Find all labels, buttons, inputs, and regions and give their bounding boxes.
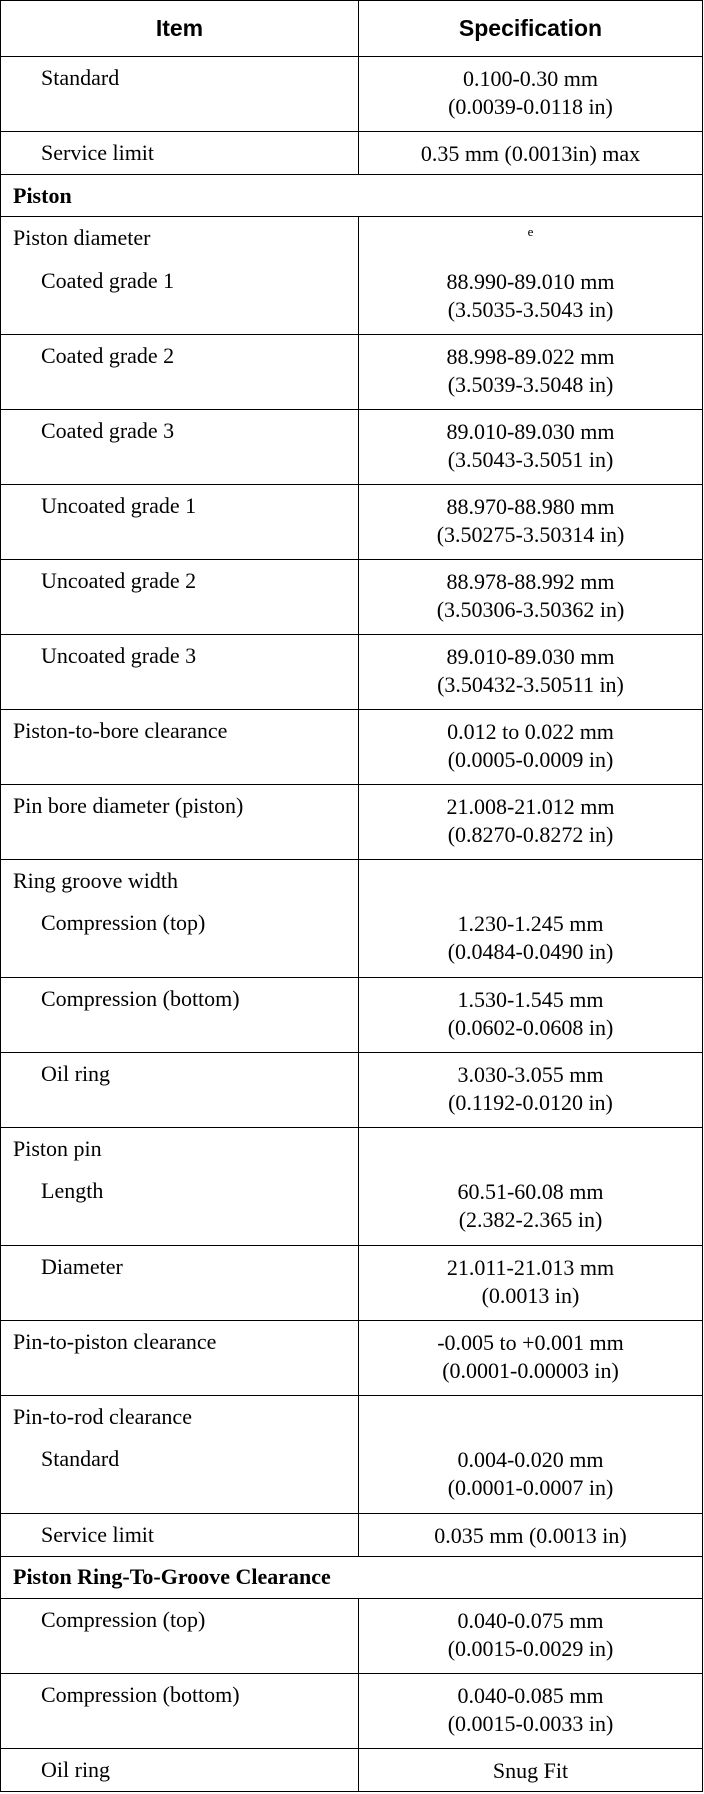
spec-metric: 0.35 mm (0.0013in) max: [420, 140, 641, 166]
spec-imperial: (0.0602-0.0608 in): [447, 1014, 614, 1040]
item-cell: Length: [1, 1170, 359, 1245]
section-row: [1, 175, 703, 217]
table-row: [1, 1513, 703, 1556]
table-row: [1, 902, 703, 977]
table-row: [1, 131, 703, 174]
spec-imperial: (0.0484-0.0490 in): [447, 939, 614, 965]
spec-cell: [359, 1127, 703, 1170]
spec-metric: Snug Fit: [492, 1757, 569, 1783]
spec-cell: [359, 57, 703, 132]
spec-cell: [359, 410, 703, 485]
spec-cell: [359, 1673, 703, 1748]
item-cell: Coated grade 2: [1, 335, 359, 410]
spec-metric: 60.51-60.08 mm: [457, 1179, 604, 1205]
table-row: [1, 977, 703, 1052]
table-row: [1, 1673, 703, 1748]
item-cell: Coated grade 1: [1, 260, 359, 335]
item-cell: Diameter: [1, 1245, 359, 1320]
spec-metric: 88.998-89.022 mm: [446, 344, 615, 370]
spec-metric: 1.230-1.245 mm: [457, 911, 604, 937]
table-row: [1, 260, 703, 335]
spec-cell: [359, 1170, 703, 1245]
spec-metric: 88.978-88.992 mm: [446, 568, 615, 594]
item-cell: Pin bore diameter (piston): [1, 784, 359, 859]
spec-cell: [359, 217, 703, 260]
item-cell: Ring groove width: [1, 859, 359, 902]
spec-metric: 89.010-89.030 mm: [446, 643, 615, 669]
spec-metric: 3.030-3.055 mm: [457, 1061, 604, 1087]
item-cell: Uncoated grade 1: [1, 485, 359, 560]
spec-metric: 21.008-21.012 mm: [446, 793, 615, 819]
table-row: [1, 217, 703, 260]
item-cell: Compression (top): [1, 902, 359, 977]
spec-imperial: (3.5039-3.5048 in): [447, 372, 614, 398]
spec-imperial: (3.50432-3.50511 in): [437, 671, 624, 697]
spec-imperial: (0.0039-0.0118 in): [448, 94, 613, 119]
table-row: [1, 784, 703, 859]
spec-cell: [359, 559, 703, 634]
spec-cell: [359, 1320, 703, 1395]
spec-cell: [359, 1052, 703, 1127]
spec-metric: 88.970-88.980 mm: [446, 494, 615, 520]
spec-metric: 0.040-0.075 mm: [457, 1607, 604, 1633]
spec-metric: 1.530-1.545 mm: [457, 986, 604, 1012]
item-cell: Service limit: [1, 131, 359, 174]
table-row: [1, 1320, 703, 1395]
spec-imperial: (3.50306-3.50362 in): [436, 596, 625, 622]
item-cell: Coated grade 3: [1, 410, 359, 485]
spec-mark: e: [527, 224, 534, 240]
item-cell: Compression (bottom): [1, 977, 359, 1052]
section-row: [1, 1556, 703, 1598]
item-cell: Uncoated grade 3: [1, 634, 359, 709]
spec-metric: -0.005 to +0.001 mm: [437, 1329, 624, 1355]
spec-cell: [359, 784, 703, 859]
spec-cell: [359, 485, 703, 560]
spec-cell: [359, 902, 703, 977]
spec-imperial: (0.0015-0.0029 in): [447, 1635, 614, 1661]
table-row: [1, 1170, 703, 1245]
item-cell: Piston diameter: [1, 217, 359, 260]
spec-cell: [359, 977, 703, 1052]
table-row: [1, 859, 703, 902]
item-cell: Standard: [1, 1438, 359, 1513]
spec-cell: [359, 709, 703, 784]
table-row: [1, 634, 703, 709]
item-cell: Compression (bottom): [1, 1673, 359, 1748]
spec-cell: [359, 859, 703, 902]
table-row: [1, 1127, 703, 1170]
item-cell: Oil ring: [1, 1052, 359, 1127]
spec-cell: [359, 131, 703, 174]
spec-cell: [359, 1438, 703, 1513]
spec-imperial: (3.50275-3.50314 in): [436, 522, 625, 548]
item-column-header: Item: [1, 1, 359, 57]
table-row: [1, 335, 703, 410]
item-cell: Uncoated grade 2: [1, 559, 359, 634]
spec-imperial: (0.0001-0.0007 in): [447, 1475, 614, 1501]
spec-metric: 0.100-0.30 mm: [462, 66, 599, 91]
spec-cell: [359, 335, 703, 410]
spec-metric: 0.035 mm (0.0013 in): [434, 1522, 627, 1548]
spec-imperial: (3.5043-3.5051 in): [447, 447, 614, 473]
spec-imperial: (0.0001-0.00003 in): [442, 1357, 619, 1383]
table-row: [1, 1438, 703, 1513]
table-row: [1, 1052, 703, 1127]
spec-metric: 0.040-0.085 mm: [457, 1682, 604, 1708]
table-row: [1, 1395, 703, 1438]
spec-cell: [359, 1513, 703, 1556]
spec-metric: 21.011-21.013 mm: [446, 1254, 615, 1280]
spec-metric: 0.012 to 0.022 mm: [447, 718, 614, 744]
section-title: Piston: [1, 175, 703, 217]
table-header-row: [1, 1, 703, 57]
spec-imperial: (0.0005-0.0009 in): [447, 746, 614, 772]
item-cell: Compression (top): [1, 1598, 359, 1673]
table-row: [1, 1598, 703, 1673]
spec-cell: [359, 260, 703, 335]
table-row: [1, 410, 703, 485]
spec-imperial: (3.5035-3.5043 in): [447, 296, 614, 322]
spec-cell: [359, 1598, 703, 1673]
table-row: [1, 1748, 703, 1791]
table-row: [1, 1245, 703, 1320]
item-cell: Oil ring: [1, 1748, 359, 1791]
spec-cell: [359, 1748, 703, 1791]
spec-imperial: (0.0015-0.0033 in): [447, 1710, 614, 1736]
spec-metric: 0.004-0.020 mm: [457, 1447, 604, 1473]
specification-column-header: Specification: [359, 1, 703, 57]
spec-metric: 89.010-89.030 mm: [446, 419, 615, 445]
item-cell: Piston-to-bore clearance: [1, 709, 359, 784]
table-row: [1, 57, 703, 132]
spec-imperial: (0.8270-0.8272 in): [447, 821, 614, 847]
spec-imperial: (2.382-2.365 in): [458, 1207, 603, 1233]
spec-imperial: (0.1192-0.0120 in): [448, 1089, 613, 1115]
table-row: [1, 709, 703, 784]
spec-cell: [359, 1395, 703, 1438]
spec-metric: 88.990-89.010 mm: [446, 268, 615, 294]
item-cell: Pin-to-piston clearance: [1, 1320, 359, 1395]
table-row: [1, 485, 703, 560]
spec-cell: [359, 1245, 703, 1320]
item-cell: Service limit: [1, 1513, 359, 1556]
item-cell: Piston pin: [1, 1127, 359, 1170]
spec-imperial: (0.0013 in): [481, 1282, 580, 1308]
section-title: Piston Ring-To-Groove Clearance: [1, 1556, 703, 1598]
spec-cell: [359, 634, 703, 709]
item-cell: Standard: [1, 57, 359, 132]
table-row: [1, 559, 703, 634]
item-cell: Pin-to-rod clearance: [1, 1395, 359, 1438]
